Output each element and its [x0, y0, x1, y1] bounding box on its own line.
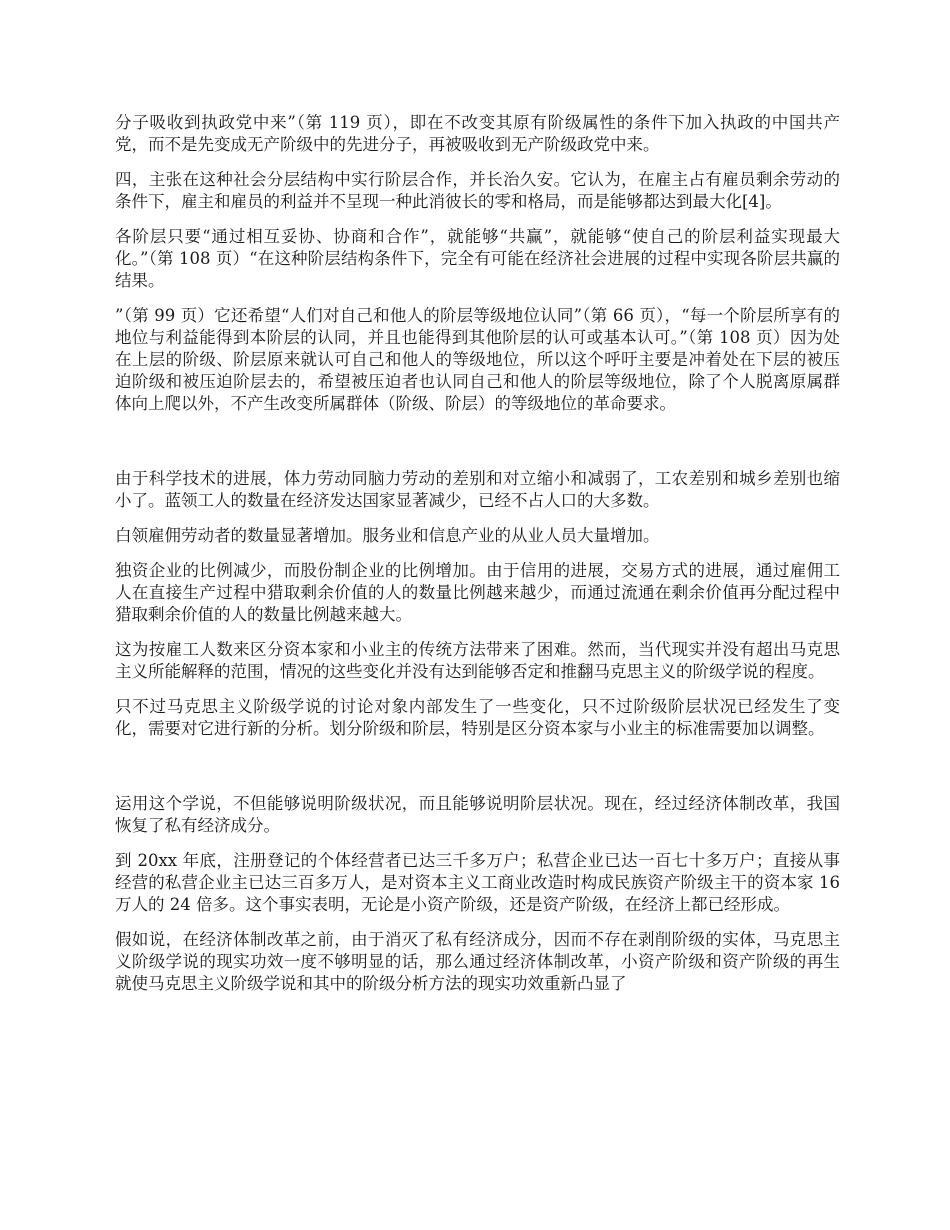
paragraph: 运用这个学说，不但能够说明阶级状况，而且能够说明阶层状况。现在，经过经济体制改革，我国恢复了私有经济成分。 — [115, 794, 840, 835]
paragraph: 只不过马克思主义阶级学说的讨论对象内部发生了一些变化，只不过阶级阶层状况已经发生了变化，需要对它进行新的分析。划分阶级和阶层，特别是区分资本家与小业主的标准需要加以调整。 — [115, 697, 840, 738]
paragraph: 由于科学技术的进展，体力劳动同脑力劳动的差别和对立缩小和减弱了，工农差别和城乡差别也缩小了。蓝领工人的数量在经济发达国家显著减少，已经不占人口的大多数。 — [115, 469, 840, 510]
section-spacer — [115, 428, 840, 468]
document-page — [115, 112, 840, 1008]
paragraph: 独资企业的比例减少，而股份制企业的比例增加。由于信用的进展，交易方式的进展，通过雇佣工人在直接生产过程中猎取剩余价值的人的数量比例越来越少，而通过流通在剩余价值再分配过程中猎取剩余价值的人的数量比例越来越大。 — [115, 561, 840, 624]
paragraph: 白领雇佣劳动者的数量显著增加。服务业和信息产业的从业人员大量增加。 — [115, 526, 660, 545]
paragraph: 到 20xx 年底，注册登记的个体经营者已达三千多万户；私营企业已达一百七十多万户；直接从事经营的私营企业主已达三百多万人，是对资本主义工商业改造时构成民族资产阶级主干的资本家 16 万人的 24 倍多。这个事实表明，无论是小资产阶级，还是资产阶级，在经济上都已经形成。 — [115, 851, 840, 914]
section-1 — [115, 112, 840, 415]
paragraph: 这为按雇工人数来区分资本家和小业主的传统方法带来了困难。然而，当代现实并没有超出马克思主义所能解释的范围，情况的这些变化并没有达到能够否定和推翻马克思主义的阶级学说的程度。 — [115, 640, 840, 681]
paragraph: 各阶层只要“通过相互妥协、协商和合作”，就能够“共赢”，就能够“使自己的阶层利益实现最大化。”（第 108 页）“在这种阶层结构条件下，完全有可能在经济社会进展的过程中实现各阶层共赢的结果。 — [115, 227, 840, 290]
paragraph: 四，主张在这种社会分层结构中实行阶层合作，并长治久安。它认为，在雇主占有雇员剩余劳动的条件下，雇主和雇员的利益并不呈现一种此消彼长的零和格局，而是能够都达到最大化[4]。 — [115, 170, 840, 211]
section-spacer — [115, 753, 840, 793]
section-3 — [115, 793, 840, 995]
section-2 — [115, 468, 840, 740]
paragraph: ”（第 99 页）它还希望“人们对自己和他人的阶层等级地位认同”（第 66 页），“每一个阶层所享有的地位与利益能得到本阶层的认同，并且也能得到其他阶层的认可或基本认可。”（第 108 页）因为处在上层的阶级、阶层原来就认可自己和他人的等级地位，所以这个呼吁主要是冲着处在下层的被压迫阶级和被压迫阶层去的，希望被压迫者也认同自己和他人的阶层等级地位，除了个人脱离原属群体向上爬以外，不产生改变所属群体（阶级、阶层）的等级地位的革命要求。 — [115, 306, 840, 413]
paragraph: 假如说，在经济体制改革之前，由于消灭了私有经济成分，因而不存在剥削阶级的实体，马克思主义阶级学说的现实功效一度不够明显的话，那么通过经济体制改革，小资产阶级和资产阶级的再生就使马克思主义阶级学说和其中的阶级分析方法的现实功效重新凸显了 — [115, 930, 840, 993]
paragraph: 分子吸收到执政党中来”（第 119 页），即在不改变其原有阶级属性的条件下加入执政的中国共产党，而不是先变成无产阶级中的先进分子，再被吸收到无产阶级政党中来。 — [115, 113, 840, 154]
